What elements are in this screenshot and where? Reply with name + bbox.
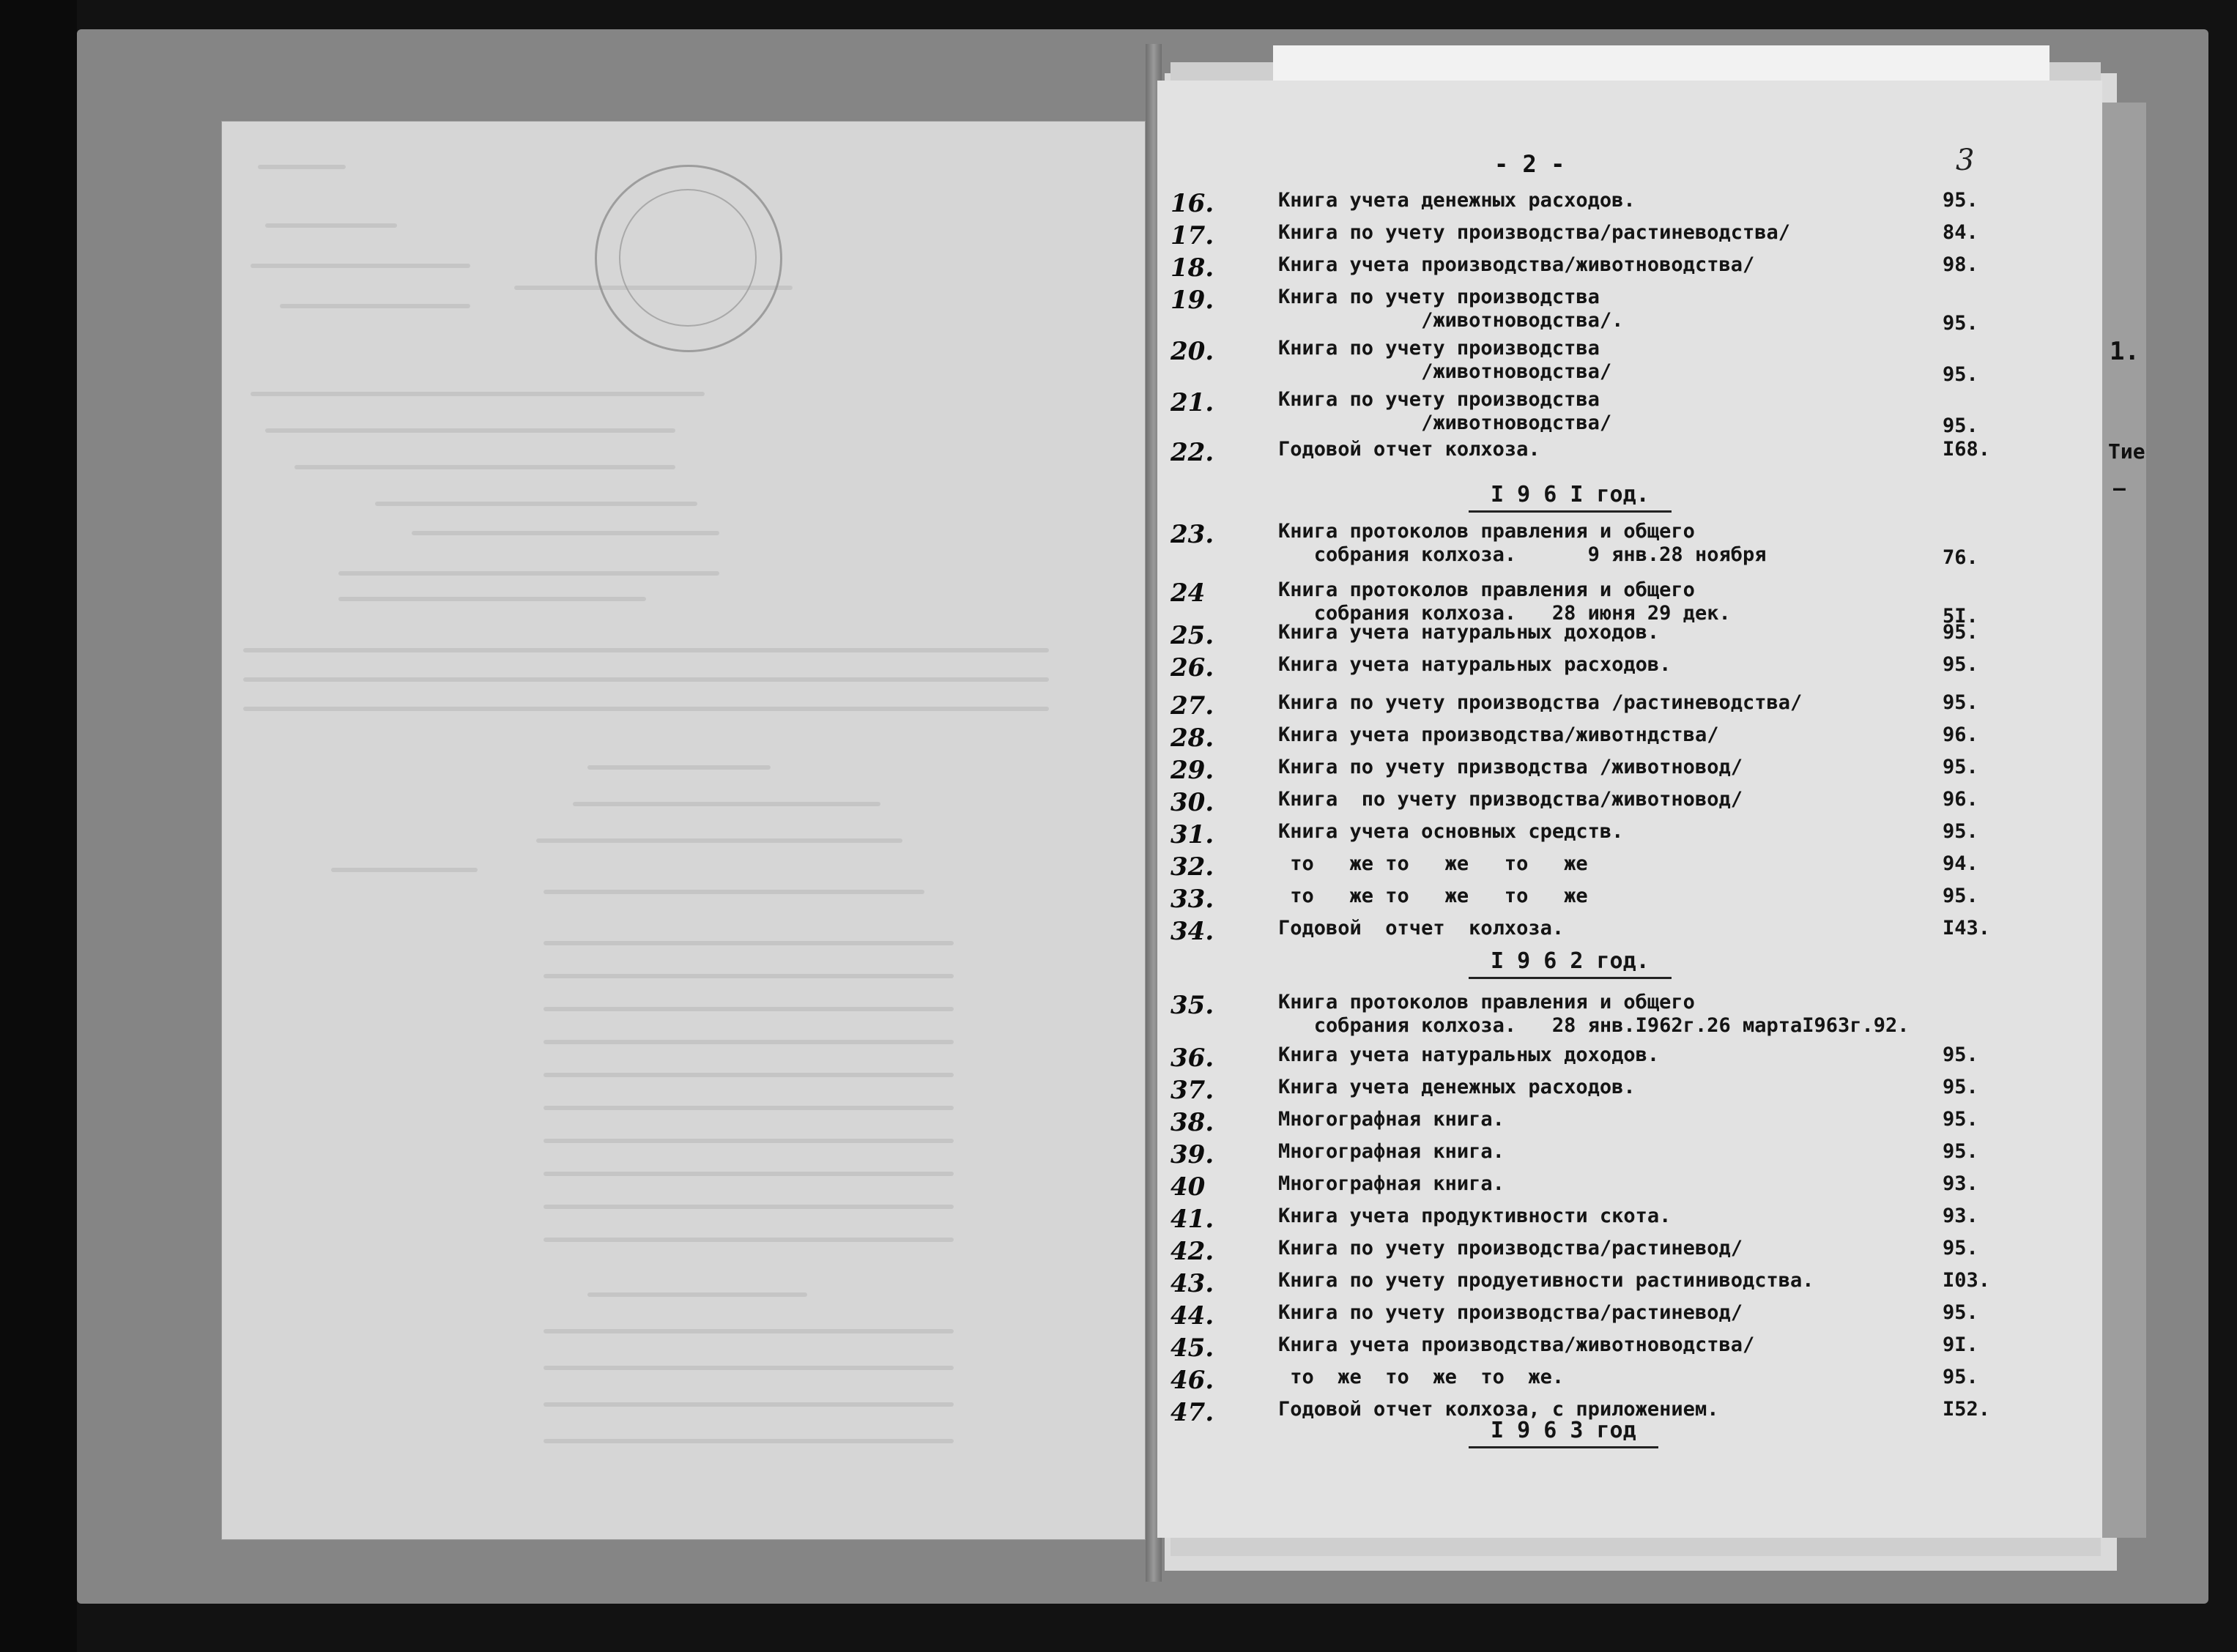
entry-number: 36. [1171, 1043, 1214, 1073]
year-heading: I 9 6 I год. [1469, 482, 1672, 513]
entry-sheet-count: 5I. [1943, 605, 1978, 628]
entry-title: Книга учета натуральных расходов. [1278, 653, 1672, 676]
inventory-entry [0, 1269, 2237, 1301]
entry-sheet-count: 9I. [1943, 1333, 1978, 1356]
entry-sheet-count: 95. [1943, 414, 1978, 437]
inventory-entry [0, 723, 2237, 756]
inventory-entry [0, 1172, 2237, 1205]
entry-number: 17. [1171, 221, 1214, 250]
edge-mark: 1. [2110, 337, 2140, 366]
entry-title: Книга учета производства/животноводства/ [1278, 1333, 1755, 1356]
entry-sheet-count: 93. [1943, 1205, 1978, 1227]
entry-title: Книга учета денежных расходов. [1278, 189, 1636, 212]
inventory-entry [0, 691, 2237, 723]
inventory-entry [0, 917, 2237, 949]
entry-title: Книга протоколов правления и общего собрания колхоза. 28 июня 29 дек. [1278, 578, 1731, 625]
entry-sheet-count: 95. [1943, 756, 1978, 778]
entry-sheet-count: I03. [1943, 1269, 1991, 1292]
entry-sheet-count: 95. [1943, 1301, 1978, 1324]
entry-title: Книга по учету производства /животноводства/ [1278, 337, 1612, 383]
entry-sheet-count: 95. [1943, 1237, 1978, 1260]
entry-number: 29. [1171, 756, 1214, 785]
year-heading: I 9 6 2 год. [1469, 948, 1672, 979]
entry-number: 20. [1171, 337, 1214, 366]
entry-number: 18. [1171, 253, 1214, 283]
entry-number: 21. [1171, 388, 1214, 417]
entry-title: Книга протоколов правления и общего собрания колхоза. 9 янв.28 ноября [1278, 520, 1767, 566]
entry-title: Многографная книга. [1278, 1140, 1505, 1163]
entry-title: Книга протоколов правления и общего собрания колхоза. 28 янв.I962г.26 мартаI963г.92. [1278, 991, 1910, 1037]
inventory-entry [0, 820, 2237, 852]
entry-title: Книга учета основных средств. [1278, 820, 1624, 843]
entry-title: Книга учета натуральных доходов. [1278, 1043, 1660, 1066]
entry-number: 37. [1171, 1076, 1214, 1105]
entry-title: Книга по учету производства/растиневодства/ [1278, 221, 1790, 244]
inventory-entry [0, 1301, 2237, 1333]
entry-number: 33. [1171, 885, 1214, 914]
entry-sheet-count: I43. [1943, 917, 1991, 940]
inventory-entry [0, 788, 2237, 820]
entry-number: 32. [1171, 852, 1214, 882]
handwritten-folio-number: 3 [1956, 144, 1975, 177]
inventory-entry [0, 221, 2237, 253]
inventory-entry [0, 286, 2237, 335]
entry-number: 30. [1171, 788, 1214, 817]
entry-number: 31. [1171, 820, 1214, 849]
inventory-entry [0, 388, 2237, 437]
entry-title: то же то же то же [1278, 852, 1588, 875]
entry-number: 38. [1171, 1108, 1214, 1137]
entry-title: Многографная книга. [1278, 1108, 1505, 1131]
inventory-entry [0, 621, 2237, 653]
entry-sheet-count: 95. [1943, 653, 1978, 676]
edge-mark: – [2113, 476, 2126, 500]
entry-title: то же то же то же. [1278, 1366, 1565, 1388]
inventory-entry [0, 1043, 2237, 1076]
entry-title: Книга учета производства/животндства/ [1278, 723, 1719, 746]
entry-title: Книга по учету производства /растиневодства/ [1278, 691, 1803, 714]
entry-title: Годовой отчет колхоза. [1278, 917, 1565, 940]
entry-sheet-count: 96. [1943, 723, 1978, 746]
entry-sheet-count: 95. [1943, 363, 1978, 386]
inventory-entry [0, 438, 2237, 470]
inventory-entry [0, 1237, 2237, 1269]
entry-title: Книга по учету производства /животноводства/ [1278, 388, 1612, 434]
entry-sheet-count: 95. [1943, 1043, 1978, 1066]
entry-title: Книга по учету производства/растиневод/ [1278, 1301, 1743, 1324]
entry-sheet-count: 95. [1943, 1076, 1978, 1098]
entry-sheet-count: 84. [1943, 221, 1978, 244]
entry-number: 23. [1171, 520, 1214, 549]
inventory-entry [0, 189, 2237, 221]
entry-number: 41. [1171, 1205, 1214, 1234]
inventory-entry [0, 578, 2237, 628]
inventory-entry [0, 653, 2237, 685]
inventory-entry [0, 1333, 2237, 1366]
entry-number: 28. [1171, 723, 1214, 753]
entry-number: 19. [1171, 286, 1214, 315]
inventory-entry [0, 1366, 2237, 1398]
inventory-entry [0, 337, 2237, 386]
entry-sheet-count: I52. [1943, 1398, 1991, 1421]
inventory-entry [0, 1076, 2237, 1108]
entry-sheet-count: 95. [1943, 189, 1978, 212]
entry-title: Книга учета денежных расходов. [1278, 1076, 1636, 1098]
entry-number: 26. [1171, 653, 1214, 682]
entry-sheet-count: 98. [1943, 253, 1978, 276]
inventory-entry [0, 1398, 2237, 1430]
entry-sheet-count: I68. [1943, 438, 1991, 461]
entry-number: 39. [1171, 1140, 1214, 1169]
edge-mark: Тие [2108, 439, 2145, 464]
entry-title: Годовой отчет колхоза. [1278, 438, 1540, 461]
entry-number: 40 [1171, 1172, 1206, 1202]
inventory-entry [0, 253, 2237, 286]
entry-title: Многографная книга. [1278, 1172, 1505, 1195]
entry-sheet-count: 95. [1943, 1140, 1978, 1163]
entry-sheet-count: 94. [1943, 852, 1978, 875]
entry-number: 43. [1171, 1269, 1214, 1298]
entry-number: 22. [1171, 438, 1214, 467]
entry-title: Годовой отчет колхоза, с приложением. [1278, 1398, 1719, 1421]
entry-number: 25. [1171, 621, 1214, 650]
entry-title: Книга по учету производства /животноводства/. [1278, 286, 1624, 332]
entry-title: Книга по учету производства/растиневод/ [1278, 1237, 1743, 1260]
entry-number: 35. [1171, 991, 1214, 1020]
inventory-entry [0, 991, 2237, 1037]
entry-title: Книга учета натуральных доходов. [1278, 621, 1660, 644]
entry-title: Книга учета производства/животноводства/ [1278, 253, 1755, 276]
inventory-entry [0, 756, 2237, 788]
entry-number: 46. [1171, 1366, 1214, 1395]
entry-sheet-count: 76. [1943, 546, 1978, 569]
inventory-entry [0, 520, 2237, 569]
inventory-entry [0, 1140, 2237, 1172]
entry-number: 27. [1171, 691, 1214, 721]
entry-number: 45. [1171, 1333, 1214, 1363]
inventory-entry [0, 885, 2237, 917]
entry-title: Книга по учету призводства/животновод/ [1278, 788, 1743, 811]
year-heading: I 9 6 3 год [1469, 1418, 1658, 1448]
inventory-entry [0, 1205, 2237, 1237]
entry-title: Книга учета продуктивности скота. [1278, 1205, 1672, 1227]
entry-number: 44. [1171, 1301, 1214, 1331]
entry-number: 47. [1171, 1398, 1214, 1427]
entry-title: то же то же то же [1278, 885, 1588, 907]
entry-title: Книга по учету продуетивности растиниводства. [1278, 1269, 1814, 1292]
entry-number: 42. [1171, 1237, 1214, 1266]
entry-number: 16. [1171, 189, 1214, 218]
entry-number: 34. [1171, 917, 1214, 946]
entry-sheet-count: 95. [1943, 312, 1978, 335]
entry-sheet-count: 96. [1943, 788, 1978, 811]
inventory-entry [0, 852, 2237, 885]
entry-sheet-count: 95. [1943, 1108, 1978, 1131]
entry-sheet-count: 93. [1943, 1172, 1978, 1195]
entry-sheet-count: 95. [1943, 621, 1978, 644]
entry-number: 24 [1171, 578, 1206, 608]
entry-sheet-count: 95. [1943, 885, 1978, 907]
page-number: - 2 - [1494, 150, 1565, 178]
entry-title: Книга по учету призводства /животновод/ [1278, 756, 1743, 778]
entry-sheet-count: 95. [1943, 691, 1978, 714]
entry-sheet-count: 95. [1943, 820, 1978, 843]
inventory-entry [0, 1108, 2237, 1140]
entry-sheet-count: 95. [1943, 1366, 1978, 1388]
